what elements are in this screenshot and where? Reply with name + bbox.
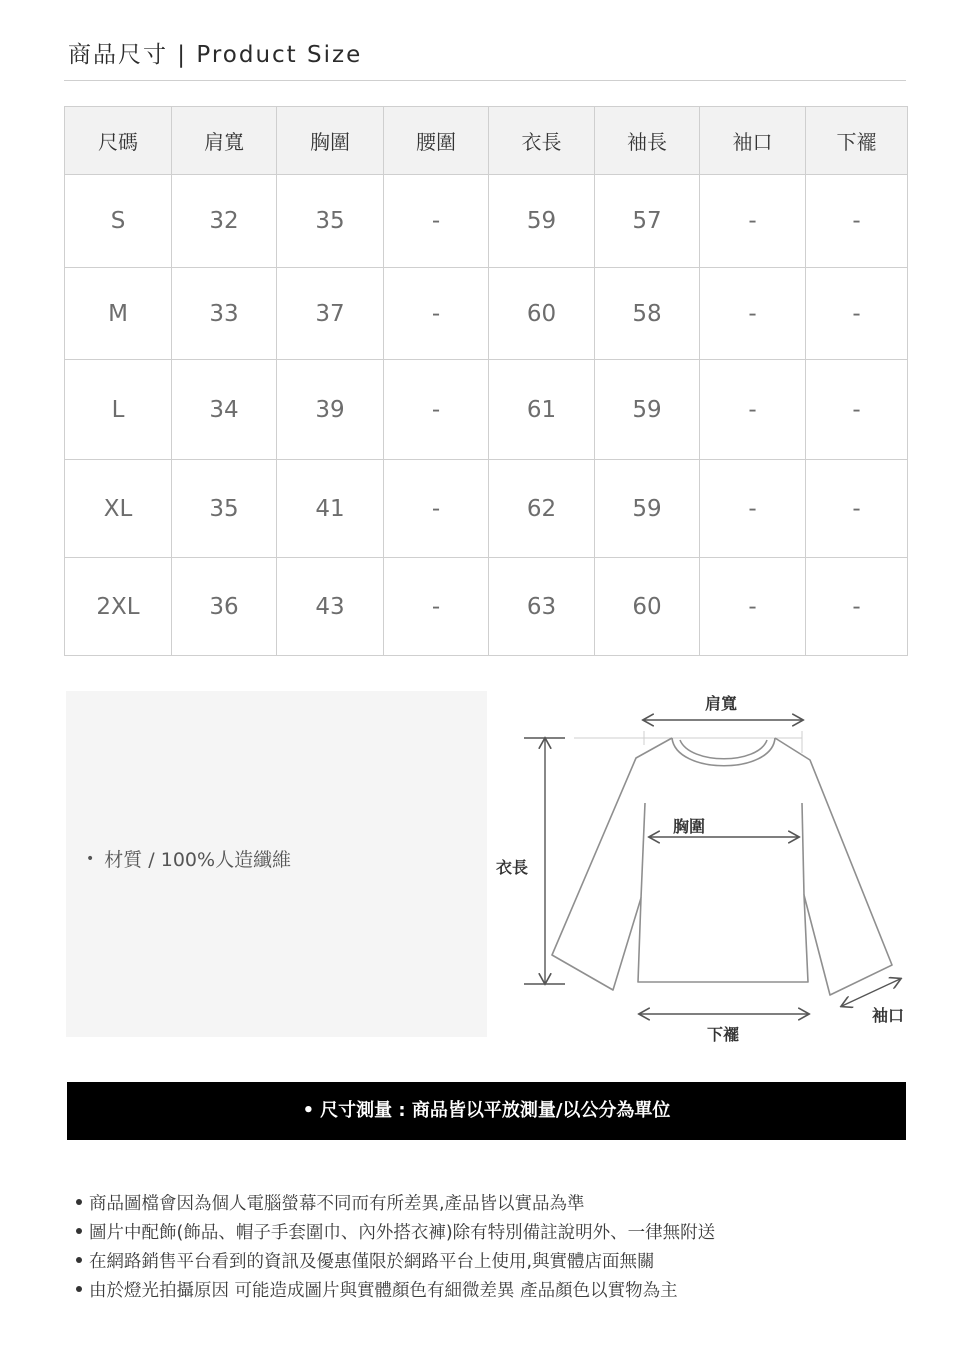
table-cell: L bbox=[65, 360, 172, 460]
header-cell-waist: 腰圍 bbox=[384, 107, 489, 175]
table-cell: - bbox=[700, 360, 806, 460]
note-text: 由於燈光拍攝原因 可能造成圖片與實體顏色有細微差異 產品顏色以實物為主 bbox=[89, 1281, 678, 1301]
table-row bbox=[65, 268, 908, 360]
size-table bbox=[64, 106, 908, 656]
table-cell: 39 bbox=[277, 360, 384, 460]
chest-label: 胸圍 bbox=[673, 817, 706, 836]
notes-list bbox=[72, 1190, 715, 1306]
table-cell: 61 bbox=[489, 360, 595, 460]
list-item bbox=[72, 1219, 715, 1248]
table-cell: 43 bbox=[277, 558, 384, 656]
table-cell: - bbox=[806, 558, 908, 656]
length-label: 衣長 bbox=[496, 858, 529, 877]
bullet-dot bbox=[76, 1199, 82, 1205]
header-cell-shoulder: 肩寬 bbox=[172, 107, 277, 175]
table-cell: 59 bbox=[489, 175, 595, 268]
header-cell-chest: 胸圍 bbox=[277, 107, 384, 175]
table-cell: - bbox=[384, 360, 489, 460]
note-text: 在網路銷售平台看到的資訊及優惠僅限於網路平台上使用,與實體店面無關 bbox=[89, 1252, 655, 1272]
table-cell: - bbox=[700, 460, 806, 558]
table-cell: 62 bbox=[489, 460, 595, 558]
table-cell: 33 bbox=[172, 268, 277, 360]
table-cell: - bbox=[700, 268, 806, 360]
table-cell: S bbox=[65, 175, 172, 268]
header-cell-sleeve: 袖長 bbox=[595, 107, 700, 175]
table-cell: 2XL bbox=[65, 558, 172, 656]
table-cell: 35 bbox=[277, 175, 384, 268]
table-row bbox=[65, 460, 908, 558]
table-cell: 60 bbox=[489, 268, 595, 360]
list-item bbox=[72, 1248, 715, 1277]
material-text: 材質 / 100%人造纖維 bbox=[104, 849, 292, 871]
table-row bbox=[65, 558, 908, 656]
list-item bbox=[72, 1277, 715, 1306]
page-title: 商品尺寸 | Product Size bbox=[68, 42, 363, 68]
table-cell: - bbox=[806, 360, 908, 460]
table-cell: 59 bbox=[595, 460, 700, 558]
hem-label: 下襬 bbox=[707, 1025, 740, 1044]
table-cell: XL bbox=[65, 460, 172, 558]
bullet: • bbox=[302, 1100, 315, 1121]
table-cell: - bbox=[806, 268, 908, 360]
table-cell: - bbox=[700, 558, 806, 656]
table-cell: 35 bbox=[172, 460, 277, 558]
measurement-text: 尺寸測量 : 商品皆以平放測量/以公分為單位 bbox=[320, 1100, 671, 1121]
sweater-outline-icon bbox=[490, 685, 920, 1045]
table-cell: 60 bbox=[595, 558, 700, 656]
table-cell: - bbox=[806, 175, 908, 268]
bullet-dot bbox=[76, 1257, 82, 1263]
table-cell: - bbox=[384, 268, 489, 360]
table-row bbox=[65, 360, 908, 460]
table-cell: 32 bbox=[172, 175, 277, 268]
list-item bbox=[72, 1190, 715, 1219]
table-cell: - bbox=[806, 460, 908, 558]
note-text: 商品圖檔會因為個人電腦螢幕不同而有所差異,產品皆以實品為準 bbox=[89, 1194, 585, 1214]
table-cell: 41 bbox=[277, 460, 384, 558]
cuff-label: 袖口 bbox=[872, 1006, 905, 1025]
table-cell: - bbox=[384, 558, 489, 656]
header-cell-cuff: 袖口 bbox=[700, 107, 806, 175]
material-panel bbox=[66, 691, 487, 1037]
material-line bbox=[86, 845, 291, 872]
table-cell: - bbox=[384, 460, 489, 558]
table-row bbox=[65, 175, 908, 268]
header-cell-length: 衣長 bbox=[489, 107, 595, 175]
table-cell: 34 bbox=[172, 360, 277, 460]
title-divider bbox=[64, 80, 906, 81]
table-cell: 57 bbox=[595, 175, 700, 268]
table-header-row bbox=[65, 107, 908, 175]
table-cell: 63 bbox=[489, 558, 595, 656]
table-cell: M bbox=[65, 268, 172, 360]
bullet-dot bbox=[76, 1228, 82, 1234]
note-text: 圖片中配飾(飾品、帽子手套圍巾、內外搭衣褲)除有特別備註說明外、一律無附送 bbox=[89, 1223, 716, 1243]
header-cell-size: 尺碼 bbox=[65, 107, 172, 175]
table-cell: 58 bbox=[595, 268, 700, 360]
bullet-dot bbox=[76, 1286, 82, 1292]
shoulder-label: 肩寬 bbox=[705, 694, 738, 713]
garment-diagram bbox=[490, 685, 920, 1045]
table-cell: 36 bbox=[172, 558, 277, 656]
table-cell: - bbox=[700, 175, 806, 268]
header-cell-hem: 下襬 bbox=[806, 107, 908, 175]
measurement-banner bbox=[67, 1082, 906, 1140]
bullet: • bbox=[86, 851, 95, 867]
table-cell: 37 bbox=[277, 268, 384, 360]
table-cell: - bbox=[384, 175, 489, 268]
table-cell: 59 bbox=[595, 360, 700, 460]
